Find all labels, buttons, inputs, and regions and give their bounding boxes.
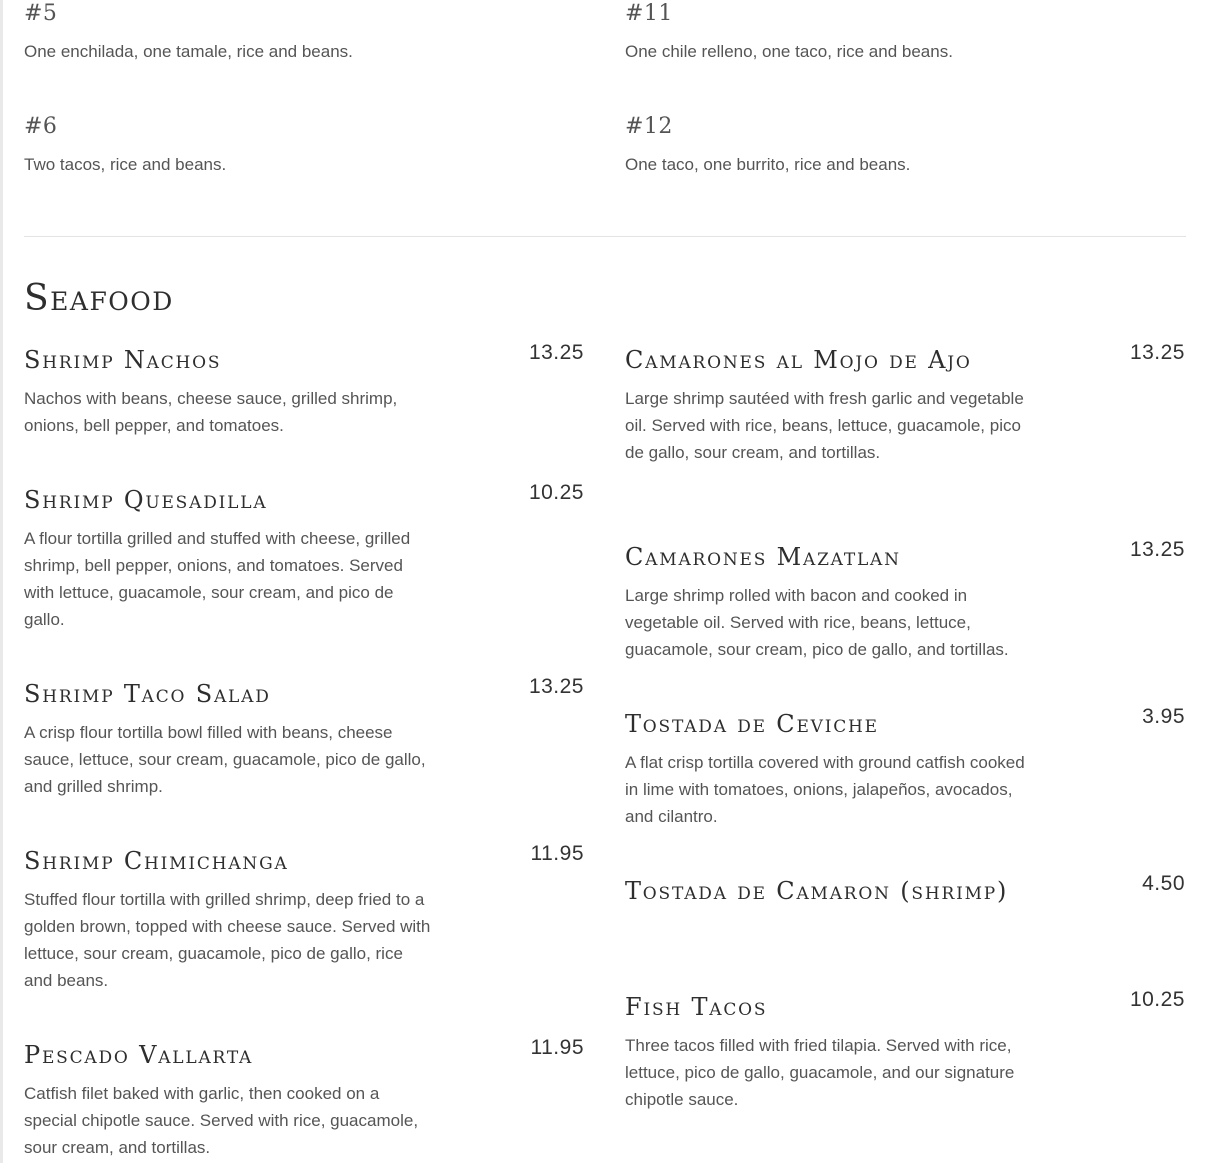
combo-name: #6 bbox=[24, 114, 58, 139]
combo-item bbox=[625, 113, 1185, 178]
item-price: 11.95 bbox=[530, 1036, 584, 1059]
item-name: Shrimp Quesadilla bbox=[24, 486, 268, 514]
item-price: 13.25 bbox=[1129, 538, 1185, 561]
item-desc: Stuffed flour tortilla with grilled shrimp, deep fried to a golden brown, topped with cheese sauce. Served with lettuce, sour cream, guacamole, pico de gallo, rice and beans. bbox=[24, 890, 431, 990]
menu-item bbox=[625, 705, 1185, 830]
menu-item bbox=[625, 988, 1185, 1113]
menu-item bbox=[625, 538, 1185, 663]
page-left-edge bbox=[0, 0, 3, 1163]
item-desc: Nachos with beans, cheese sauce, grilled shrimp, onions, bell pepper, and tomatoes. bbox=[24, 389, 398, 435]
item-desc: A flat crisp tortilla covered with ground catfish cooked in lime with tomatoes, onions, jalapeños, avocados, and cilantro. bbox=[625, 753, 1025, 826]
item-price: 10.25 bbox=[1129, 988, 1185, 1011]
item-name: Pescado Vallarta bbox=[24, 1041, 254, 1069]
item-price: 3.95 bbox=[1142, 705, 1185, 728]
section-title: Seafood bbox=[24, 278, 174, 319]
item-desc: Catfish filet baked with garlic, then cooked on a special chipotle sauce. Served with rice, guacamole, sour cream, and tortillas. bbox=[24, 1084, 419, 1157]
menu-item bbox=[24, 842, 584, 994]
combo-desc: One taco, one burrito, rice and beans. bbox=[625, 155, 911, 174]
menu-item bbox=[625, 872, 1185, 906]
combo-desc: One chile relleno, one taco, rice and beans. bbox=[625, 42, 953, 61]
item-name: Shrimp Chimichanga bbox=[24, 847, 289, 875]
item-desc: Large shrimp sautéed with fresh garlic and vegetable oil. Served with rice, beans, lettuce, guacamole, pico de gallo, sour cream, and tortillas. bbox=[625, 389, 1024, 462]
item-name: Tostada de Camaron (shrimp) bbox=[625, 877, 1009, 905]
combo-item bbox=[24, 0, 584, 65]
item-name: Camarones al Mojo de Ajo bbox=[625, 346, 972, 374]
combo-name: #5 bbox=[24, 1, 58, 26]
item-price: 4.50 bbox=[1142, 872, 1185, 895]
combo-name: #12 bbox=[625, 114, 673, 139]
item-price: 11.95 bbox=[530, 842, 584, 865]
combo-item bbox=[625, 0, 1185, 65]
item-name: Shrimp Nachos bbox=[24, 346, 222, 374]
combo-desc: Two tacos, rice and beans. bbox=[24, 155, 227, 174]
section-divider bbox=[24, 236, 1186, 237]
item-desc: A flour tortilla grilled and stuffed with cheese, grilled shrimp, bell pepper, onions, and tomatoes. Served with lettuce, guacamole, sour cream, and pico de gallo. bbox=[24, 529, 411, 629]
item-price: 13.25 bbox=[1129, 341, 1185, 364]
menu-item bbox=[24, 1036, 584, 1161]
item-price: 13.25 bbox=[528, 675, 584, 698]
item-price: 13.25 bbox=[528, 341, 584, 364]
item-desc: Three tacos filled with fried tilapia. Served with rice, lettuce, pico de gallo, guacamole, and our signature chipotle sauce. bbox=[625, 1036, 1015, 1109]
item-desc: Large shrimp rolled with bacon and cooked in vegetable oil. Served with rice, beans, lettuce, guacamole, sour cream, pico de gallo, and tortillas. bbox=[625, 586, 1009, 659]
combo-item bbox=[24, 113, 584, 178]
menu-item bbox=[24, 341, 584, 439]
item-name: Tostada de Ceviche bbox=[625, 710, 879, 738]
item-name: Shrimp Taco Salad bbox=[24, 680, 271, 708]
menu-item bbox=[24, 675, 584, 800]
combo-desc: One enchilada, one tamale, rice and beans. bbox=[24, 42, 353, 61]
item-desc: A crisp flour tortilla bowl filled with beans, cheese sauce, lettuce, sour cream, guacamole, pico de gallo, and grilled shrimp. bbox=[24, 723, 426, 796]
combo-name: #11 bbox=[625, 1, 673, 26]
menu-item bbox=[625, 341, 1185, 466]
menu-item bbox=[24, 481, 584, 633]
item-price: 10.25 bbox=[528, 481, 584, 504]
item-name: Camarones Mazatlan bbox=[625, 543, 901, 571]
item-name: Fish Tacos bbox=[625, 993, 768, 1021]
